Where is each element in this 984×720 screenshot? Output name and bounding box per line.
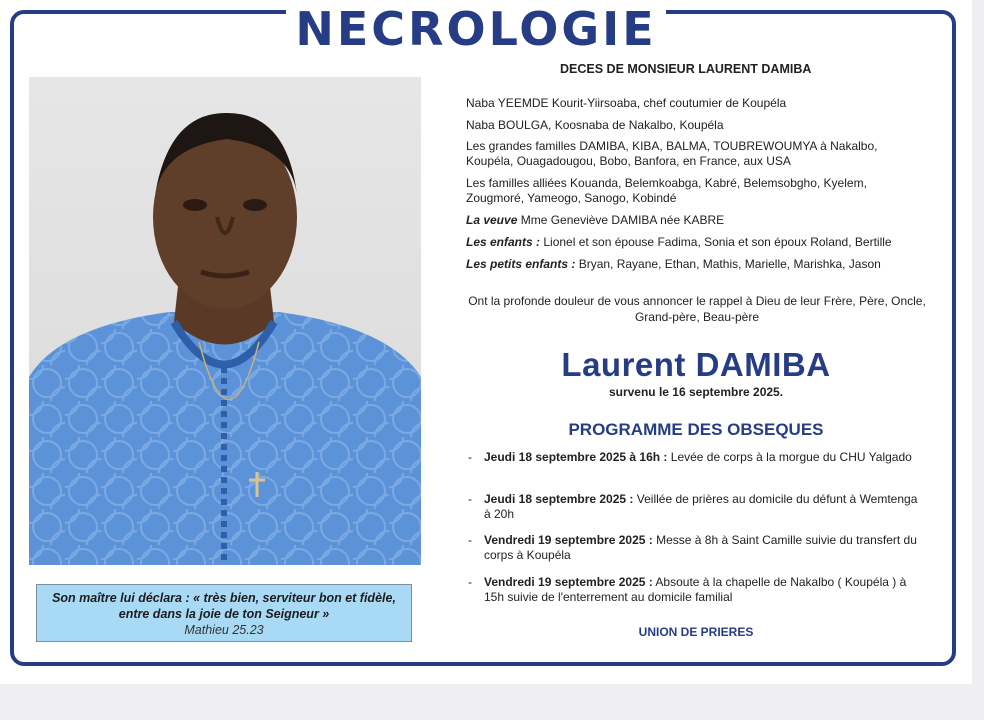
bullet-dash: - [468,492,472,506]
programme-item [468,533,918,563]
programme-when: Vendredi 19 septembre 2025 : [484,575,653,589]
programme-when: Jeudi 18 septembre 2025 à 16h : [484,450,668,464]
closing-union: UNION DE PRIERES [638,625,754,639]
caption-line-1: Son maître lui déclara : « très bien, serviteur bon et fidèle, [52,591,396,605]
family-text: Naba YEEMDE Kourit-Yiirsoaba, chef coutumier de Koupéla [466,96,787,110]
family-line [466,139,926,169]
grandchildren-text: Bryan, Rayane, Ethan, Mathis, Marielle, Marishka, Jason [575,257,881,271]
deceased-name: Laurent DAMIBA [561,346,831,383]
page-title: NECROLOGIE [295,2,657,56]
family-text: Les familles alliées Kouanda, Belemkoabga, Kabré, Belemsobgho, Kyelem, Zougmoré, Yameogo, Sanogo, Kobindé [466,176,867,205]
family-line [466,176,926,206]
widow-line [466,213,926,228]
programme-when: Vendredi 19 septembre 2025 : [484,533,653,547]
widow-lead: La veuve [466,213,518,227]
family-line [466,96,926,111]
children-lead: Les enfants : [466,235,541,249]
bullet-dash: - [468,533,472,547]
bullet-dash: - [468,575,472,589]
programme-item [468,575,918,605]
programme-what: Absoute à la chapelle de Nakalbo ( Koupéla ) à 15h suivie de l'enterrement au domicile familial [484,575,907,604]
programme-title: PROGRAMME DES OBSEQUES [568,420,824,439]
family-line [466,118,926,133]
announcement-text: Ont la profonde douleur de vous annoncer le rappel à Dieu de leur Frère, Père, Oncle, Grand-père, Beau-père [468,294,926,324]
title-block [286,0,666,58]
caption-reference: Mathieu 25.23 [184,623,264,637]
programme-when: Jeudi 18 septembre 2025 : [484,492,634,506]
portrait-photo [29,77,421,565]
family-text: Les grandes familles DAMIBA, KIBA, BALMA, TOUBREWOUMYA à Nakalbo, Koupéla, Ouagadougou, Bobo, Banfora, en France, aux USA [466,139,878,168]
grandchildren-line [466,257,926,272]
programme-item [468,492,918,522]
programme-what: Veillée de prières au domicile du défunt à Wemtenga à 20h [484,492,918,521]
programme-what: Messe à 8h à Saint Camille suivie du transfert du corps à Koupéla [484,533,917,562]
grandchildren-lead: Les petits enfants : [466,257,576,271]
children-text: Lionel et son épouse Fadima, Sonia et son époux Roland, Bertille [540,235,892,249]
family-text: Naba BOULGA, Koosnaba de Nakalbo, Koupéla [466,118,724,132]
children-line [466,235,926,250]
scripture-caption [36,584,412,642]
deceased-date: survenu le 16 septembre 2025. [608,385,784,399]
widow-text: Mme Geneviève DAMIBA née KABRE [517,213,725,227]
caption-line-2: entre dans la joie de ton Seigneur » [118,607,330,621]
bullet-dash: - [468,450,472,464]
portrait-figure [29,77,421,565]
programme-item [468,450,918,465]
programme-what: Levée de corps à la morgue du CHU Yalgado [667,450,912,464]
death-subtitle: DECES DE MONSIEUR LAURENT DAMIBA [560,62,812,76]
